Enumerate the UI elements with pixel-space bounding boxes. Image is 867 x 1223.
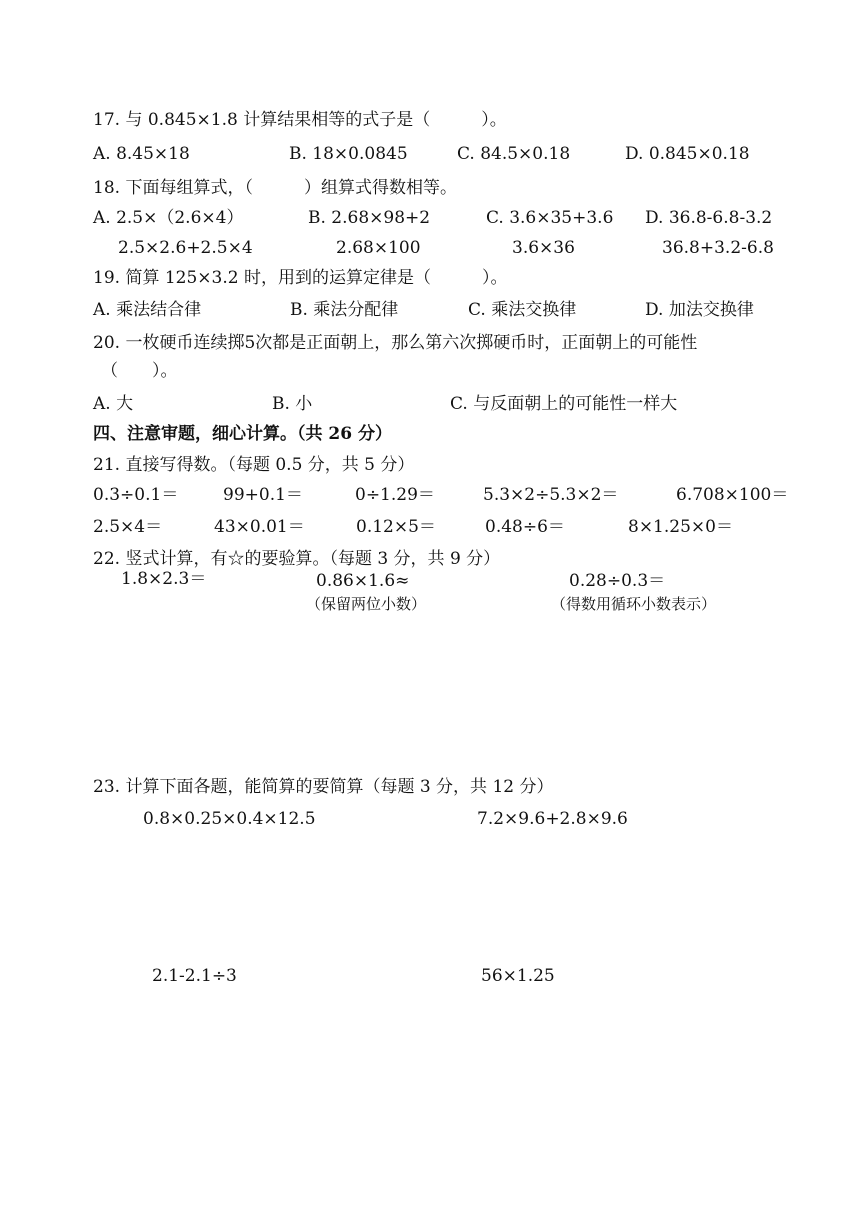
q21-item-9: 0.48÷6＝ (485, 517, 565, 537)
q22-item-1: 1.8×2.3＝ (121, 569, 207, 589)
q17-option-b: B. 18×0.0845 (289, 144, 408, 164)
q21-item-7: 43×0.01＝ (214, 517, 305, 537)
q19-option-b: B. 乘法分配律 (290, 300, 399, 320)
q18-option-d-line2: 36.8+3.2-6.8 (662, 238, 774, 258)
q23-item-1: 0.8×0.25×0.4×12.5 (143, 809, 316, 829)
q18-option-b: B. 2.68×98+2 (308, 208, 431, 228)
q20-stem: 20. 一枚硬币连续掷5次都是正面朝上，那么第六次掷硬币时，正面朝上的可能性 (93, 333, 698, 353)
q19-option-c: C. 乘法交换律 (468, 300, 577, 320)
q18-stem: 18. 下面每组算式，（ ）组算式得数相等。 (93, 178, 457, 198)
q21-item-4: 5.3×2÷5.3×2＝ (483, 485, 619, 505)
q18-option-a: A. 2.5×（2.6×4） (93, 208, 244, 228)
q21-stem: 21. 直接写得数。（每题 0.5 分，共 5 分） (93, 455, 415, 475)
q17-option-a: A. 8.45×18 (93, 144, 190, 164)
q18-option-d: D. 36.8-6.8-3.2 (645, 208, 773, 228)
q21-item-2: 99+0.1＝ (223, 485, 303, 505)
q23-item-2: 7.2×9.6+2.8×9.6 (477, 809, 628, 829)
q17-stem: 17. 与 0.845×1.8 计算结果相等的式子是（ ）。 (93, 110, 507, 130)
q21-item-6: 2.5×4＝ (93, 517, 163, 537)
q20-option-b: B. 小 (272, 394, 313, 414)
q20-option-a: A. 大 (93, 394, 134, 414)
q22-stem: 22. 竖式计算，有☆的要验算。（每题 3 分，共 9 分） (93, 549, 501, 569)
q22-item-3: 0.28÷0.3＝ (569, 571, 666, 591)
q18-option-a-line2: 2.5×2.6+2.5×4 (118, 238, 253, 258)
q21-item-3: 0÷1.29＝ (355, 485, 435, 505)
q19-stem: 19. 简算 125×3.2 时，用到的运算定律是（ ）。 (93, 268, 508, 288)
q23-stem: 23. 计算下面各题，能简算的要简算（每题 3 分，共 12 分） (93, 777, 554, 797)
q21-item-8: 0.12×5＝ (356, 517, 436, 537)
q19-option-a: A. 乘法结合律 (93, 300, 202, 320)
q20-stem-cont: （ ）。 (101, 361, 178, 381)
q18-option-c-line2: 3.6×36 (512, 238, 575, 258)
q22-note-repeating-decimal: （得数用循环小数表示） (551, 595, 717, 613)
q20-option-c: C. 与反面朝上的可能性一样大 (450, 394, 678, 414)
q23-item-4: 56×1.25 (481, 966, 555, 986)
q17-option-d: D. 0.845×0.18 (625, 144, 750, 164)
q23-item-3: 2.1-2.1÷3 (152, 966, 237, 986)
q21-item-10: 8×1.25×0＝ (628, 517, 733, 537)
q22-item-2: 0.86×1.6≈ (316, 571, 410, 591)
q21-item-1: 0.3÷0.1＝ (93, 485, 179, 505)
section-title: 四、注意审题，细心计算。（共 26 分） (93, 424, 392, 444)
q19-option-d: D. 加法交换律 (645, 300, 754, 320)
q21-item-5: 6.708×100＝ (676, 485, 789, 505)
q22-note-rounding: （保留两位小数） (306, 595, 427, 613)
q18-option-b-line2: 2.68×100 (336, 238, 421, 258)
q18-option-c: C. 3.6×35+3.6 (486, 208, 614, 228)
q17-option-c: C. 84.5×0.18 (457, 144, 571, 164)
